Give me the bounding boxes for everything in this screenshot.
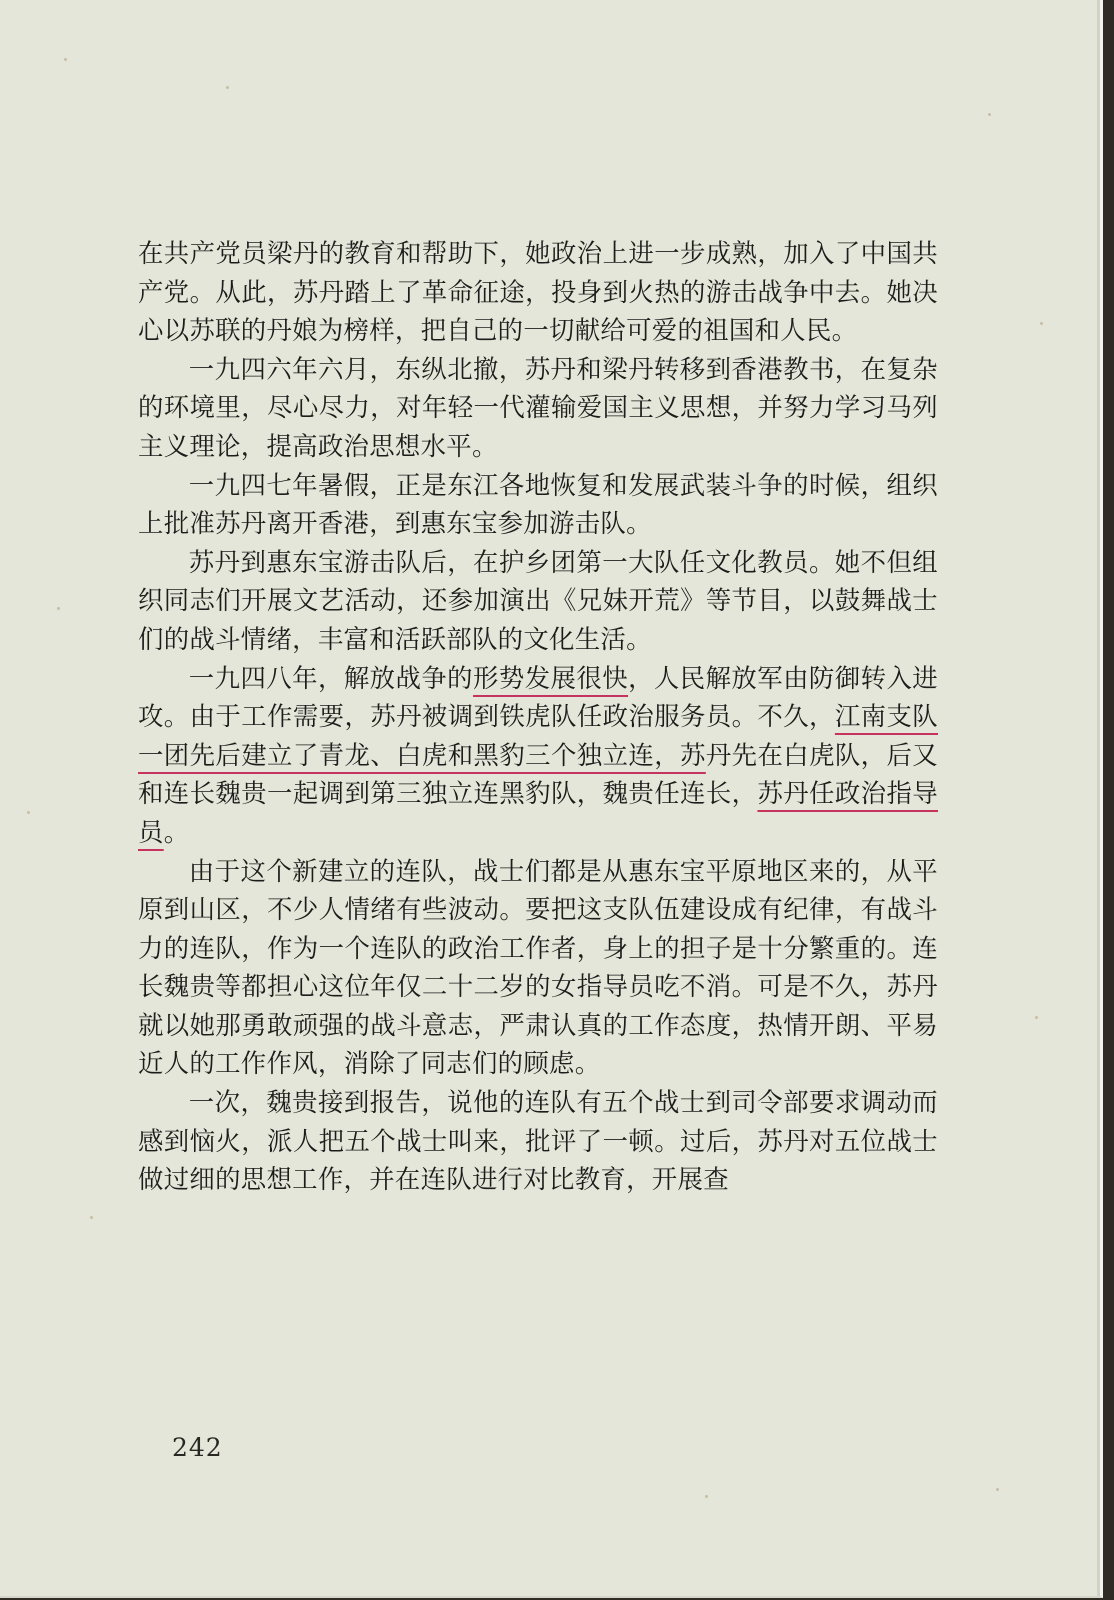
paragraph <box>138 543 938 659</box>
text-run: ，人民解放军由防御转入进攻。由于工作需要，苏丹被调到铁虎队任政治服务员。不久， <box>138 662 938 732</box>
text-run: 苏丹到惠东宝游击队后，在护乡团第一大队任文化教员。她不但组织同志们开展文艺活动，还参加演出《兄妹开荒》等节目，以鼓舞战士们的战斗情绪，丰富和活跃部队的文化生活。 <box>138 546 938 654</box>
text-run: 一九四七年暑假，正是东江各地恢复和发展武装斗争的时候，组织上批准苏丹离开香港，到惠东宝参加游击队。 <box>138 469 938 539</box>
paper-speck <box>27 811 30 814</box>
text-run: 丹先在白虎队，后又和连长魏贵一起调到第三独立连黑豹队，魏贵任连长， <box>138 739 938 809</box>
text-run: 。 <box>163 816 190 847</box>
paragraph <box>138 466 938 543</box>
paragraph <box>138 1083 938 1199</box>
paper-speck <box>996 1488 999 1491</box>
text-run: 一九四八年，解放战争的 <box>188 662 474 693</box>
page-edge <box>1097 0 1100 1596</box>
paragraph <box>138 659 938 852</box>
paper-speck <box>988 113 991 116</box>
pen-underlined-text: 形势发展很快 <box>473 662 629 693</box>
paper-speck <box>1040 322 1043 325</box>
text-run: 由于这个新建立的连队，战士们都是从惠东宝平原地区来的，从平原到山区，不少人情绪有些波动。要把这支队伍建设成有纪律，有战斗力的连队，作为一个连队的政治工作者，身上的担子是十分繁重的。连长魏贵等都担心这位年仅二十二岁的女指导员吃不消。可是不久，苏丹就以她那勇敢顽强的战斗意志，严肃认真的工作态度，热情开朗、平易近人的工作作风，消除了同志们的顾虑。 <box>138 855 938 1079</box>
paragraph <box>138 234 938 350</box>
paper-speck <box>90 1216 93 1219</box>
text-run: 一次，魏贵接到报告，说他的连队有五个战士到司令部要求调动而感到恼火，派人把五个战士叫来，批评了一顿。过后，苏丹对五位战士做过细的思想工作，并在连队进行对比教育，开展查 <box>138 1087 938 1195</box>
text-run: 在共产党员梁丹的教育和帮助下，她政治上进一步成熟，加入了中国共产党。从此，苏丹踏上了革命征途，投身到火热的游击战争中去。她决心以苏联的丹娘为榜样，把自己的一切献给可爱的祖国和人民。 <box>138 238 938 346</box>
paper-speck <box>705 1495 708 1498</box>
text-run: 一九四六年六月，东纵北撤，苏丹和梁丹转移到香港教书，在复杂的环境里，尽心尽力，对年轻一代灌输爱国主义思想，并努力学习马列主义理论，提高政治思想水平。 <box>138 353 938 461</box>
paper-speck <box>57 607 60 610</box>
body-text <box>138 234 938 1199</box>
paragraph <box>138 350 938 466</box>
page-number: 242 <box>172 1433 223 1462</box>
paragraph <box>138 852 938 1084</box>
paper-speck <box>1035 1016 1038 1019</box>
paper-speck <box>226 86 229 89</box>
paper-speck <box>64 58 67 61</box>
pen-underlined-text: 江南支队一团先后建立了青龙、白虎和黑豹三个独立连，苏 <box>138 701 938 770</box>
pen-underlined-text: 苏丹任政治指导员 <box>138 778 938 847</box>
